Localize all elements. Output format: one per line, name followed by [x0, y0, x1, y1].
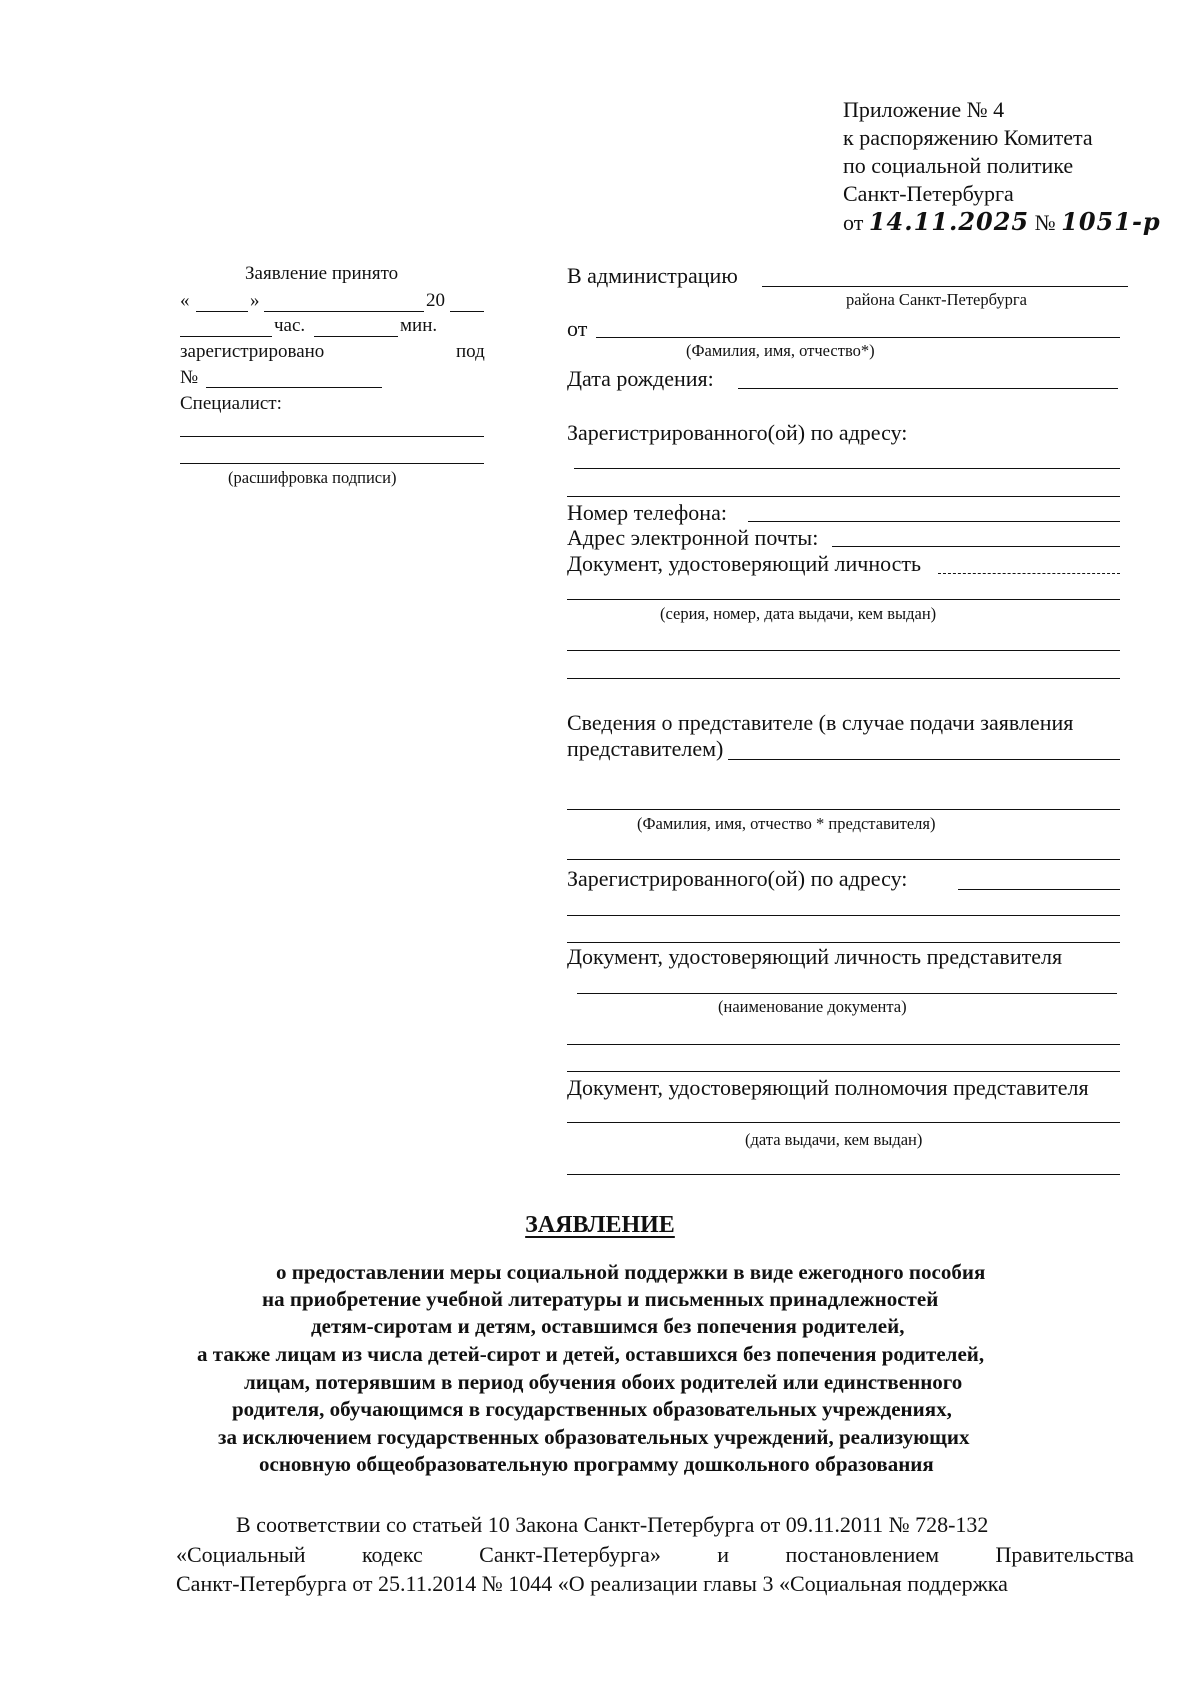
year-prefix: 20: [426, 290, 445, 311]
statement-line-1: о предоставлении меры социальной поддержки в виде ежегодного пособия: [276, 1260, 986, 1284]
to-admin-label: В администрацию: [567, 263, 738, 288]
birth-date-field[interactable]: [738, 388, 1118, 389]
specialist-label: Специалист:: [180, 393, 282, 414]
body-word: кодекс: [361, 1542, 423, 1567]
email-label: Адрес электронной почты:: [567, 525, 819, 550]
appendix-line-4: Санкт-Петербурга: [843, 181, 1014, 206]
id-extra-field-2[interactable]: [567, 678, 1120, 679]
rep-info-field[interactable]: [728, 759, 1120, 760]
rep-fio-caption: (Фамилия, имя, отчество * представителя): [637, 814, 936, 833]
statement-line-6: родителя, обучающимся в государственных образовательных учреждениях,: [232, 1397, 952, 1421]
statement-line-7: за исключением государственных образовательных учреждений, реализующих: [218, 1425, 970, 1449]
body-word: Санкт-Петербурга»: [479, 1542, 661, 1567]
appendix-line-3: по социальной политике: [843, 153, 1074, 178]
statement-line-2: на приобретение учебной литературы и письменных принадлежностей: [262, 1287, 939, 1311]
from-label: от: [567, 316, 588, 341]
birth-date-label: Дата рождения:: [567, 366, 714, 391]
id-document-field-inline[interactable]: [938, 573, 1120, 574]
address-label: Зарегистрированного(ой) по адресу:: [567, 420, 908, 445]
rep-address-label: Зарегистрированного(ой) по адресу:: [567, 866, 908, 891]
handwritten-date: 14.11.2025: [868, 207, 1030, 236]
rep-id-document-label: Документ, удостоверяющий личность представителя: [567, 944, 1063, 969]
accepted-label: Заявление принято: [245, 263, 399, 284]
address-field-1[interactable]: [574, 468, 1120, 469]
number-sign: №: [1034, 210, 1056, 235]
email-field[interactable]: [832, 546, 1120, 547]
phone-label: Номер телефона:: [567, 500, 727, 525]
hours-field[interactable]: [180, 336, 272, 337]
rep-address-field[interactable]: [958, 889, 1120, 890]
district-caption: района Санкт-Петербурга: [846, 290, 1027, 309]
body-word: «Социальный: [176, 1542, 306, 1567]
id-caption: (серия, номер, дата выдачи, кем выдан): [660, 604, 937, 623]
close-quote: »: [250, 290, 260, 311]
reg-number-sign: №: [180, 367, 199, 388]
rep-fio-field[interactable]: [567, 809, 1120, 810]
phone-field[interactable]: [748, 521, 1120, 522]
body-line-1: В соответствии со статьей 10 Закона Санкт-Петербурга от 09.11.2011 № 728-132: [236, 1512, 989, 1537]
rep-fio-extra-field[interactable]: [567, 859, 1120, 860]
rep-info-line-2: представителем): [567, 736, 724, 761]
open-quote: «: [180, 290, 190, 311]
specialist-name-field[interactable]: [180, 463, 484, 464]
appendix-date-line: [843, 208, 1161, 236]
statement-line-4: а также лицам из числа детей-сирот и детей, оставшихся без попечения родителей,: [197, 1342, 985, 1366]
reg-number-field[interactable]: [206, 387, 382, 388]
minutes-field[interactable]: [314, 336, 398, 337]
month-field[interactable]: [264, 311, 424, 312]
statement-line-8: основную общеобразовательную программу дошкольного образования: [259, 1452, 934, 1476]
fio-caption: (Фамилия, имя, отчество*): [686, 341, 875, 360]
rep-id-document-field[interactable]: [577, 993, 1117, 994]
handwritten-number: 1051-р: [1061, 207, 1161, 236]
body-word: постановлением: [785, 1542, 940, 1567]
doc-name-caption: (наименование документа): [718, 997, 907, 1016]
year-field[interactable]: [450, 311, 484, 312]
body-word: и: [717, 1542, 730, 1567]
rep-authority-field[interactable]: [567, 1122, 1120, 1123]
rep-info-line-1: Сведения о представителе (в случае подачи заявления: [567, 710, 1074, 735]
rep-authority-label: Документ, удостоверяющий полномочия представителя: [567, 1075, 1089, 1100]
id-extra-field-1[interactable]: [567, 650, 1120, 651]
applicant-fio-field[interactable]: [596, 337, 1120, 338]
appendix-header: [843, 96, 1161, 236]
rep-id-extra-field-2[interactable]: [567, 1071, 1120, 1072]
body-line-2: [176, 1542, 1134, 1568]
hours-label: час.: [274, 315, 306, 336]
statement-line-3: детям-сиротам и детям, оставшимся без попечения родителей,: [311, 1314, 905, 1338]
statement-line-5: лицам, потерявшим в период обучения обоих родителей или единственного: [244, 1370, 963, 1394]
rep-authority-extra-field[interactable]: [567, 1174, 1120, 1175]
registered-label: зарегистрировано: [180, 341, 325, 362]
day-field[interactable]: [196, 311, 248, 312]
rep-id-extra-field-1[interactable]: [567, 1044, 1120, 1045]
signature-caption: (расшифровка подписи): [228, 468, 397, 487]
rep-address-field-3[interactable]: [567, 942, 1120, 943]
address-field-2[interactable]: [567, 496, 1120, 497]
minutes-label: мин.: [400, 315, 438, 336]
admin-district-field[interactable]: [762, 286, 1128, 287]
appendix-line-2: к распоряжению Комитета: [843, 125, 1093, 150]
id-document-label: Документ, удостоверяющий личность: [567, 551, 922, 576]
date-prefix: от: [843, 210, 864, 235]
authority-caption: (дата выдачи, кем выдан): [745, 1130, 923, 1149]
specialist-signature-field[interactable]: [180, 436, 484, 437]
appendix-line-1: Приложение № 4: [843, 97, 1005, 122]
id-document-field[interactable]: [567, 599, 1120, 600]
body-word: Правительства: [995, 1542, 1134, 1567]
body-line-3: Санкт-Петербурга от 25.11.2014 № 1044 «О реализации главы 3 «Социальная поддержка: [176, 1571, 1008, 1596]
under-label: под: [456, 341, 485, 362]
rep-address-field-2[interactable]: [567, 915, 1120, 916]
statement-title: ЗАЯВЛЕНИЕ: [525, 1212, 675, 1238]
